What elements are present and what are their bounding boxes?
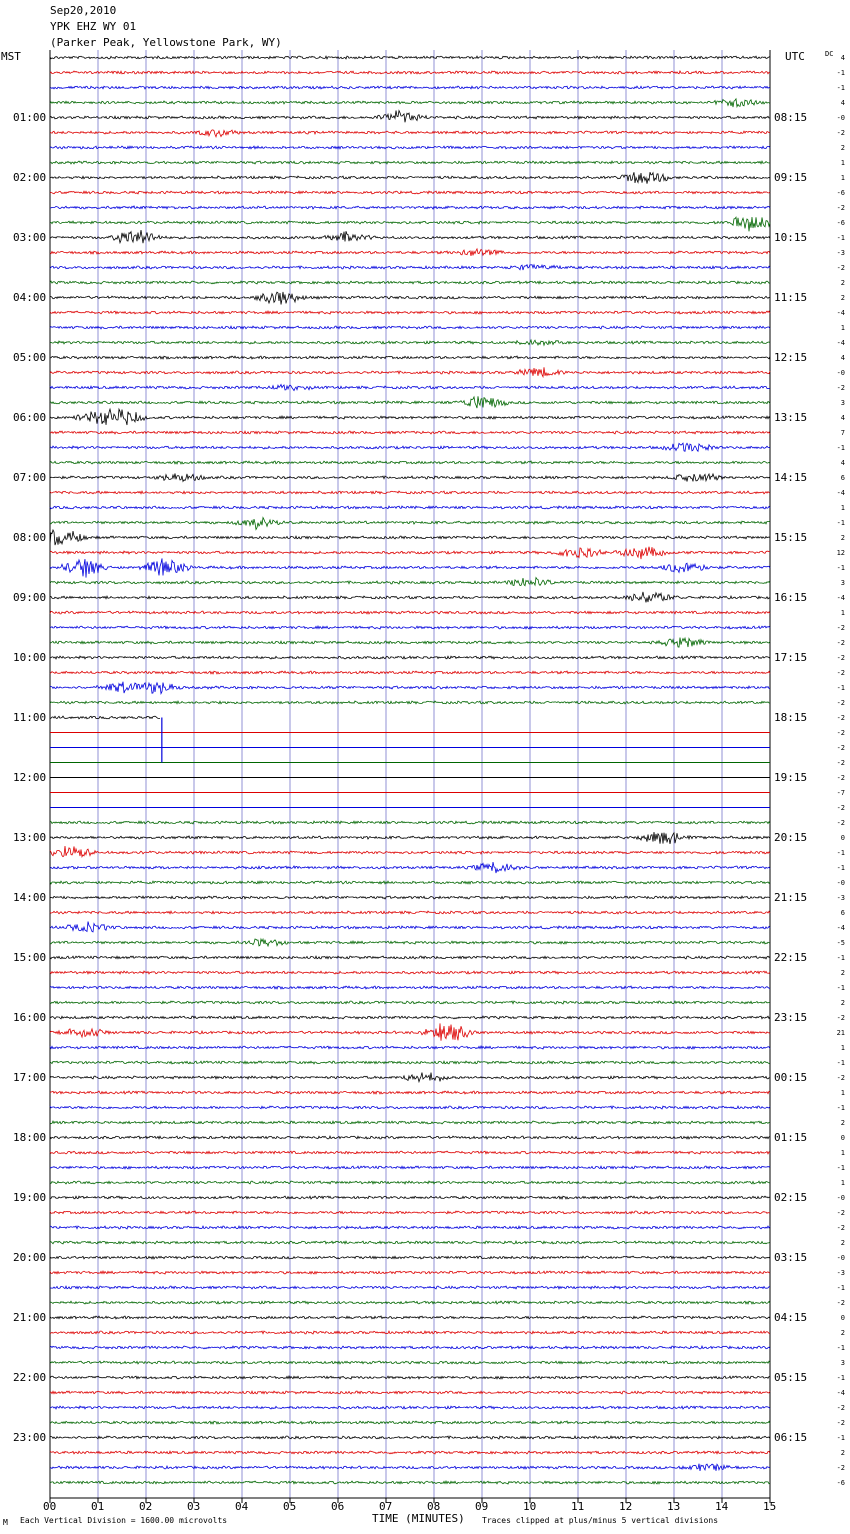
dc-offset-row-35: 3	[840, 578, 845, 587]
trace-row-57	[50, 911, 770, 914]
trace-row-81	[50, 1271, 770, 1274]
trace-row-65	[50, 1023, 770, 1040]
dc-offset-row-1: -1	[836, 68, 845, 77]
dc-offset-row-21: -0	[836, 368, 845, 377]
mst-hour-label: 02:00	[13, 170, 47, 184]
dc-offset-row-66: 1	[840, 1043, 845, 1052]
trace-row-37	[50, 611, 770, 614]
mst-hour-label: 22:00	[13, 1370, 47, 1384]
dc-offset-row-23: 3	[840, 398, 845, 407]
trace-row-25	[50, 431, 770, 434]
trace-row-63	[50, 1001, 770, 1004]
x-tick-label: 02	[139, 1500, 153, 1513]
x-tick-label: 15	[763, 1500, 777, 1513]
dc-offset-row-31: -1	[836, 518, 845, 527]
x-axis-title: TIME (MINUTES)	[372, 1512, 465, 1525]
x-tick-label: 11	[571, 1500, 585, 1513]
trace-row-7	[50, 161, 770, 164]
dc-offset-row-33: 12	[836, 548, 845, 557]
trace-row-60	[50, 956, 770, 959]
dc-offset-row-94: -2	[836, 1463, 845, 1472]
dc-offset-row-0: 4	[840, 53, 845, 62]
utc-hour-label: 15:15	[774, 530, 808, 544]
dc-offset-row-8: 1	[840, 173, 845, 182]
dc-offset-row-56: -3	[836, 893, 845, 902]
dc-offset-row-10: -2	[836, 203, 845, 212]
dc-offset-row-67: -1	[836, 1058, 845, 1067]
trace-row-93	[50, 1451, 770, 1454]
dc-offset-row-16: 2	[840, 293, 845, 302]
header-station: YPK EHZ WY 01	[50, 20, 137, 33]
trace-row-10	[50, 206, 770, 209]
mst-hour-label: 20:00	[13, 1250, 47, 1264]
dc-offset-row-37: 1	[840, 608, 845, 617]
trace-row-74	[50, 1166, 770, 1169]
mst-hour-label: 15:00	[13, 950, 47, 964]
dc-offset-row-58: -4	[836, 923, 845, 932]
dc-offset-row-39: -2	[836, 638, 845, 647]
dc-offset-row-77: -2	[836, 1208, 845, 1217]
trace-row-34	[50, 558, 770, 577]
trace-row-89	[50, 1391, 770, 1394]
dc-offset-row-70: -1	[836, 1103, 845, 1112]
trace-row-21	[50, 367, 770, 376]
x-tick-label: 10	[523, 1500, 537, 1513]
utc-axis-label: UTC	[785, 50, 805, 63]
dc-offset-row-18: 1	[840, 323, 845, 332]
x-tick-label: 00	[43, 1500, 57, 1513]
trace-row-22	[50, 385, 770, 391]
dc-offset-row-53: -1	[836, 848, 845, 857]
trace-row-83	[50, 1301, 770, 1304]
x-tick-label: 13	[667, 1500, 681, 1513]
mst-hour-label: 05:00	[13, 350, 47, 364]
trace-row-3	[50, 99, 770, 107]
dc-offset-row-62: -1	[836, 983, 845, 992]
dc-offset-row-24: 4	[840, 413, 845, 422]
dc-offset-row-5: -2	[836, 128, 845, 137]
trace-row-41	[50, 671, 770, 674]
trace-row-67	[50, 1061, 770, 1064]
utc-hour-label: 12:15	[774, 350, 808, 364]
trace-row-69	[50, 1091, 770, 1094]
trace-row-24	[50, 409, 770, 425]
x-tick-label: 05	[283, 1500, 297, 1513]
dc-offset-row-93: 2	[840, 1448, 845, 1457]
mst-hour-label: 14:00	[13, 890, 47, 904]
dc-offset-row-44: -2	[836, 713, 845, 722]
trace-row-62	[50, 986, 770, 989]
trace-row-94	[50, 1464, 770, 1471]
dc-offset-row-51: -2	[836, 818, 845, 827]
trace-row-15	[50, 281, 770, 284]
mst-hour-label: 08:00	[13, 530, 47, 544]
dc-offset-row-22: -2	[836, 383, 845, 392]
dc-offset-row-11: -6	[836, 218, 845, 227]
dc-offset-row-40: -2	[836, 653, 845, 662]
trace-row-87	[50, 1361, 770, 1364]
trace-row-66	[50, 1046, 770, 1049]
dc-offset-row-17: -4	[836, 308, 845, 317]
trace-row-64	[50, 1016, 770, 1019]
trace-row-51	[50, 821, 770, 824]
footer-mark: M	[3, 1518, 8, 1527]
header-location: (Parker Peak, Yellowstone Park, WY)	[50, 36, 282, 49]
trace-row-68	[50, 1073, 770, 1082]
trace-row-85	[50, 1331, 770, 1334]
trace-row-55	[50, 881, 770, 884]
mst-hour-label: 18:00	[13, 1130, 47, 1144]
x-tick-label: 14	[715, 1500, 729, 1513]
dc-offset-row-38: -2	[836, 623, 845, 632]
trace-row-86	[50, 1346, 770, 1349]
utc-hour-label: 22:15	[774, 950, 808, 964]
dc-offset-row-72: 0	[840, 1133, 845, 1142]
trace-row-91	[50, 1421, 770, 1424]
dc-offset-row-6: 2	[840, 143, 845, 152]
dc-offset-row-27: 4	[840, 458, 845, 467]
trace-row-31	[50, 518, 770, 530]
utc-hour-label: 04:15	[774, 1310, 808, 1324]
utc-hour-label: 10:15	[774, 230, 808, 244]
mst-hour-label: 23:00	[13, 1430, 47, 1444]
dc-offset-row-28: 6	[840, 473, 845, 482]
x-tick-label: 01	[91, 1500, 105, 1513]
trace-row-8	[50, 172, 770, 184]
dc-offset-row-19: -4	[836, 338, 845, 347]
mst-axis-label: MST	[1, 50, 21, 63]
dc-offset-row-63: 2	[840, 998, 845, 1007]
dc-offset-row-92: -1	[836, 1433, 845, 1442]
trace-row-33	[50, 547, 770, 559]
dc-offset-row-59: -5	[836, 938, 845, 947]
dc-offset-row-34: -1	[836, 563, 845, 572]
dc-offset-row-15: 2	[840, 278, 845, 287]
dc-offset-row-82: -1	[836, 1283, 845, 1292]
trace-row-61	[50, 971, 770, 974]
utc-hour-label: 18:15	[774, 710, 808, 724]
trace-row-13	[50, 249, 770, 256]
utc-hour-label: 14:15	[774, 470, 808, 484]
trace-row-20	[50, 356, 770, 359]
trace-row-75	[50, 1181, 770, 1184]
dc-offset-row-32: 2	[840, 533, 845, 542]
mst-hour-label: 21:00	[13, 1310, 47, 1324]
dc-offset-row-91: -2	[836, 1418, 845, 1427]
x-tick-label: 12	[619, 1500, 633, 1513]
dc-offset-row-25: 7	[840, 428, 845, 437]
dc-offset-row-55: -0	[836, 878, 845, 887]
utc-hour-label: 20:15	[774, 830, 808, 844]
dc-offset-row-50: -2	[836, 803, 845, 812]
dc-offset-row-79: 2	[840, 1238, 845, 1247]
dc-offset-row-83: -2	[836, 1298, 845, 1307]
utc-hour-label: 19:15	[774, 770, 808, 784]
trace-row-88	[50, 1376, 770, 1379]
trace-row-73	[50, 1151, 770, 1154]
dc-offset-row-85: 2	[840, 1328, 845, 1337]
utc-hour-label: 03:15	[774, 1250, 808, 1264]
dc-offset-row-73: 1	[840, 1148, 845, 1157]
utc-hour-label: 11:15	[774, 290, 808, 304]
dc-offset-row-57: 6	[840, 908, 845, 917]
trace-row-9	[50, 191, 770, 194]
dc-offset-row-7: 1	[840, 158, 845, 167]
dc-offset-row-45: -2	[836, 728, 845, 737]
x-tick-label: 03	[187, 1500, 201, 1513]
trace-row-23	[50, 396, 770, 408]
trace-row-44	[50, 716, 160, 719]
dc-offset-row-14: -2	[836, 263, 845, 272]
trace-row-36	[50, 592, 770, 603]
dc-offset-row-89: -4	[836, 1388, 845, 1397]
header-date: Sep20,2010	[50, 4, 117, 17]
dc-offset-row-84: 0	[840, 1313, 845, 1322]
trace-row-26	[50, 443, 770, 451]
mst-hour-label: 11:00	[13, 710, 47, 724]
trace-row-42	[50, 682, 770, 694]
dc-offset-row-48: -2	[836, 773, 845, 782]
trace-row-0	[50, 56, 770, 59]
mst-hour-label: 04:00	[13, 290, 47, 304]
trace-row-77	[50, 1211, 770, 1214]
dc-offset-row-30: 1	[840, 503, 845, 512]
trace-row-84	[50, 1316, 770, 1319]
dc-offset-row-74: -1	[836, 1163, 845, 1172]
trace-row-43	[50, 701, 770, 704]
dc-offset-row-76: -0	[836, 1193, 845, 1202]
dc-offset-row-26: -1	[836, 443, 845, 452]
dc-offset-row-43: -2	[836, 698, 845, 707]
dc-offset-row-90: -2	[836, 1403, 845, 1412]
utc-hour-label: 16:15	[774, 590, 808, 604]
dc-offset-row-87: 3	[840, 1358, 845, 1367]
utc-hour-label: 02:15	[774, 1190, 808, 1204]
trace-row-29	[50, 491, 770, 494]
clip-note: Traces clipped at plus/minus 5 vertical divisions	[482, 1516, 719, 1525]
dc-offset-row-86: -1	[836, 1343, 845, 1352]
trace-row-56	[50, 896, 770, 899]
trace-row-35	[50, 578, 770, 586]
trace-row-59	[50, 939, 770, 946]
trace-row-38	[50, 626, 770, 629]
trace-row-40	[50, 656, 770, 659]
x-tick-label: 08	[427, 1500, 441, 1513]
utc-hour-label: 05:15	[774, 1370, 808, 1384]
trace-row-70	[50, 1106, 770, 1109]
trace-row-32	[50, 530, 770, 545]
dc-offset-row-69: 1	[840, 1088, 845, 1097]
dc-offset-row-54: -1	[836, 863, 845, 872]
x-tick-label: 06	[331, 1500, 345, 1513]
dc-offset-row-49: -7	[836, 788, 845, 797]
trace-row-80	[50, 1256, 770, 1259]
dc-offset-row-88: -1	[836, 1373, 845, 1382]
trace-row-39	[50, 638, 770, 648]
trace-row-16	[50, 292, 770, 305]
trace-row-27	[50, 461, 770, 464]
utc-hour-label: 13:15	[774, 410, 808, 424]
dc-offset-row-36: -4	[836, 593, 845, 602]
trace-row-79	[50, 1241, 770, 1244]
trace-row-52	[50, 832, 770, 844]
trace-row-11	[50, 217, 770, 231]
trace-row-54	[50, 862, 770, 873]
dc-offset-row-60: -1	[836, 953, 845, 962]
dc-offset-row-42: -1	[836, 683, 845, 692]
dc-offset-row-3: 4	[840, 98, 845, 107]
mst-hour-label: 09:00	[13, 590, 47, 604]
dc-offset-row-78: -2	[836, 1223, 845, 1232]
trace-row-12	[50, 230, 770, 243]
dc-offset-row-75: 1	[840, 1178, 845, 1187]
dc-offset-row-12: -1	[836, 233, 845, 242]
trace-row-30	[50, 506, 770, 509]
dc-offset-row-46: -2	[836, 743, 845, 752]
trace-row-58	[50, 922, 770, 932]
utc-hour-label: 17:15	[774, 650, 808, 664]
trace-row-1	[50, 71, 770, 74]
trace-row-95	[50, 1481, 770, 1484]
trace-row-19	[50, 340, 770, 345]
dc-offset-row-41: -2	[836, 668, 845, 677]
trace-row-78	[50, 1226, 770, 1229]
mst-hour-label: 17:00	[13, 1070, 47, 1084]
mst-hour-label: 06:00	[13, 410, 47, 424]
trace-row-71	[50, 1121, 770, 1124]
trace-row-92	[50, 1436, 770, 1439]
x-tick-label: 09	[475, 1500, 489, 1513]
dc-offset-row-47: -2	[836, 758, 845, 767]
trace-row-76	[50, 1196, 770, 1199]
mst-hour-label: 16:00	[13, 1010, 47, 1024]
utc-hour-label: 01:15	[774, 1130, 808, 1144]
mst-hour-label: 19:00	[13, 1190, 47, 1204]
trace-row-28	[50, 474, 770, 482]
mst-hour-label: 10:00	[13, 650, 47, 664]
dc-offset-row-20: 4	[840, 353, 845, 362]
trace-row-82	[50, 1286, 770, 1289]
trace-row-5	[50, 130, 770, 137]
dc-offset-row-64: -2	[836, 1013, 845, 1022]
dc-offset-row-95: -6	[836, 1478, 845, 1487]
scale-note: Each Vertical Division = 1600.00 microvolts	[20, 1516, 228, 1525]
trace-row-14	[50, 265, 770, 270]
trace-row-18	[50, 326, 770, 329]
trace-row-17	[50, 311, 770, 314]
dc-offset-row-81: -3	[836, 1268, 845, 1277]
utc-hour-label: 06:15	[774, 1430, 808, 1444]
dc-offset-row-9: -6	[836, 188, 845, 197]
trace-row-6	[50, 146, 770, 149]
mst-hour-label: 03:00	[13, 230, 47, 244]
mst-hour-label: 01:00	[13, 110, 47, 124]
x-tick-label: 04	[235, 1500, 249, 1513]
dc-axis-label: DC	[825, 50, 834, 58]
utc-hour-label: 09:15	[774, 170, 808, 184]
mst-hour-label: 12:00	[13, 770, 47, 784]
dc-offset-row-65: 21	[836, 1028, 845, 1037]
trace-row-53	[50, 846, 770, 857]
trace-row-2	[50, 86, 770, 89]
trace-row-4	[50, 111, 770, 123]
dc-offset-row-68: -2	[836, 1073, 845, 1082]
mst-hour-label: 07:00	[13, 470, 47, 484]
dc-offset-row-52: 0	[840, 833, 845, 842]
dc-offset-row-71: 2	[840, 1118, 845, 1127]
dc-offset-row-80: -0	[836, 1253, 845, 1262]
dc-offset-row-2: -1	[836, 83, 845, 92]
trace-row-72	[50, 1136, 770, 1139]
x-tick-label: 07	[379, 1500, 393, 1513]
dc-offset-row-4: -0	[836, 113, 845, 122]
dc-offset-row-61: 2	[840, 968, 845, 977]
utc-hour-label: 00:15	[774, 1070, 808, 1084]
utc-hour-label: 08:15	[774, 110, 808, 124]
utc-hour-label: 21:15	[774, 890, 808, 904]
dc-offset-row-29: -4	[836, 488, 845, 497]
mst-hour-label: 13:00	[13, 830, 47, 844]
trace-row-90	[50, 1406, 770, 1409]
dc-offset-row-13: -3	[836, 248, 845, 257]
utc-hour-label: 23:15	[774, 1010, 808, 1024]
